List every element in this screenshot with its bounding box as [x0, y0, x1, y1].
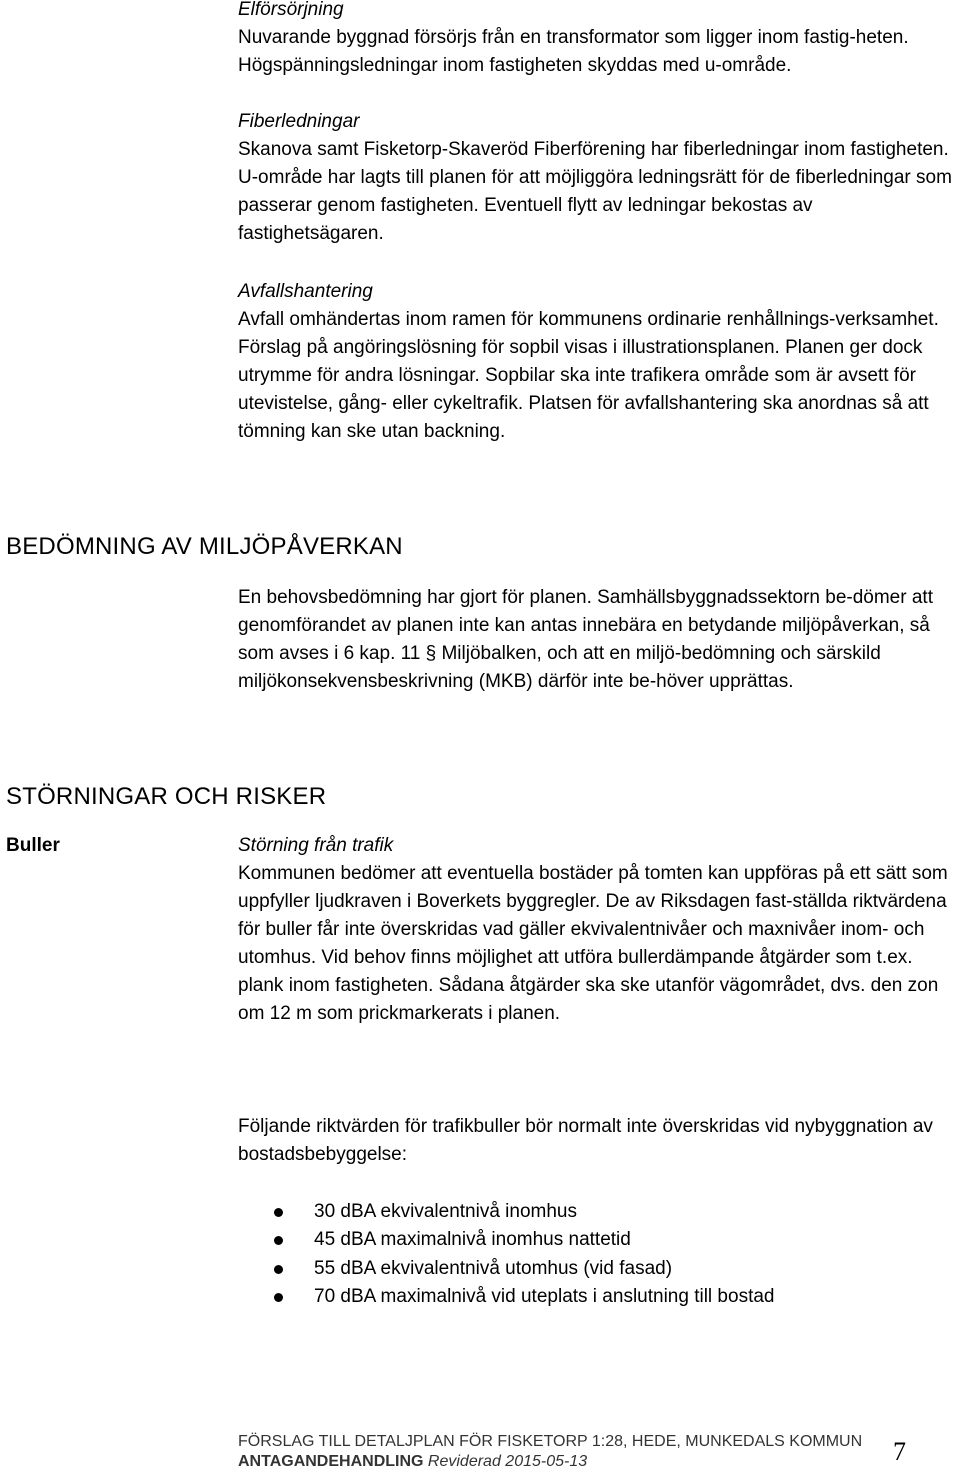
riktvarden-list	[238, 1198, 774, 1311]
paragraph-elforsorjning: Nuvarande byggnad försörjs från en transformator som ligger inom fastig-heten. Högspänningsledningar inom fastigheten skyddas med u-område.	[238, 27, 909, 76]
section-title-bedomning: BEDÖMNING AV MILJÖPÅVERKAN	[6, 533, 403, 560]
heading-elforsorjning: Elförsörjning	[238, 0, 344, 20]
page-number: 7	[893, 1437, 906, 1466]
footer-status	[238, 1452, 862, 1472]
section-riktvarden	[238, 1113, 956, 1169]
list-item: 45 dBA maximalnivå inomhus nattetid	[238, 1226, 774, 1254]
section-bedomning	[238, 584, 956, 696]
paragraph-riktvarden-intro: Följande riktvärden för trafikbuller bör normalt inte överskridas vid nybyggnation av bostadsbebyggelse:	[238, 1116, 933, 1165]
section-elforsorjning	[238, 0, 956, 80]
side-label-buller: Buller	[6, 835, 60, 856]
paragraph-fiberledningar: Skanova samt Fisketorp-Skaveröd Fiberförening har fiberledningar inom fastigheten. U-område har lagts till planen för att möjliggöra ledningsrätt för de fiberledningar som passerar genom fastigheten. Eventuell flytt av ledningar bekostas av fastighetsägaren.	[238, 139, 952, 244]
footer-revision-date: Reviderad 2015-05-13	[427, 1453, 588, 1470]
section-avfallshantering	[238, 278, 956, 446]
bullet-icon	[274, 1208, 283, 1217]
list-item: 70 dBA maximalnivå vid uteplats i anslutning till bostad	[238, 1283, 774, 1311]
list-item: 30 dBA ekvivalentnivå inomhus	[238, 1198, 774, 1226]
bullet-icon	[274, 1293, 283, 1302]
heading-storning-trafik: Störning från trafik	[238, 835, 394, 856]
paragraph-avfallshantering: Avfall omhändertas inom ramen för kommunens ordinarie renhållnings-verksamhet. Förslag på angöringslösning för sopbil visas i illustrationsplanen. Planen ger dock utrymme för andra lösningar. Sopbilar ska inte trafikera område som är avsett för utevistelse, gång- eller cykeltrafik. Platsen för avfallshantering ska anordnas så att tömning kan ske utan backning.	[238, 309, 939, 442]
heading-fiberledningar: Fiberledningar	[238, 111, 360, 132]
section-fiberledningar	[238, 108, 956, 248]
page-footer	[238, 1432, 862, 1472]
footer-status-label: ANTAGANDEHANDLING	[238, 1453, 424, 1470]
footer-title: FÖRSLAG TILL DETALJPLAN FÖR FISKETORP 1:28, HEDE, MUNKEDALS KOMMUN	[238, 1433, 863, 1450]
bullet-icon	[274, 1236, 283, 1245]
paragraph-bedomning: En behovsbedömning har gjort för planen. Samhällsbyggnadssektorn be-dömer att genomförandet av planen inte kan antas innebära en betydande miljöpåverkan, så som avses i 6 kap. 11 § Miljöbalken, och att en miljö-bedömning och särskild miljökonsekvensbeskrivning (MKB) därför inte be-höver upprättas.	[238, 587, 933, 692]
section-title-storningar: STÖRNINGAR OCH RISKER	[6, 783, 327, 810]
section-storning-trafik	[238, 832, 956, 1028]
paragraph-storning-trafik: Kommunen bedömer att eventuella bostäder på tomten kan uppföras på ett sätt som uppfyller ljudkraven i Boverkets byggregler. De av Riksdagen fast-ställda riktvärdena för buller får inte överskridas vad gäller ekvivalentnivåer och maxnivåer inom- och utomhus. Vid behov finns möjlighet att utföra bullerdämpande åtgärder som t.ex. plank inom fastigheten. Sådana åtgärder ska ske utanför vägområdet, dvs. den zon om 12 m som prickmarkerats i planen.	[238, 863, 948, 1024]
list-item: 55 dBA ekvivalentnivå utomhus (vid fasad)	[238, 1255, 774, 1283]
bullet-icon	[274, 1265, 283, 1274]
heading-avfallshantering: Avfallshantering	[238, 281, 373, 302]
